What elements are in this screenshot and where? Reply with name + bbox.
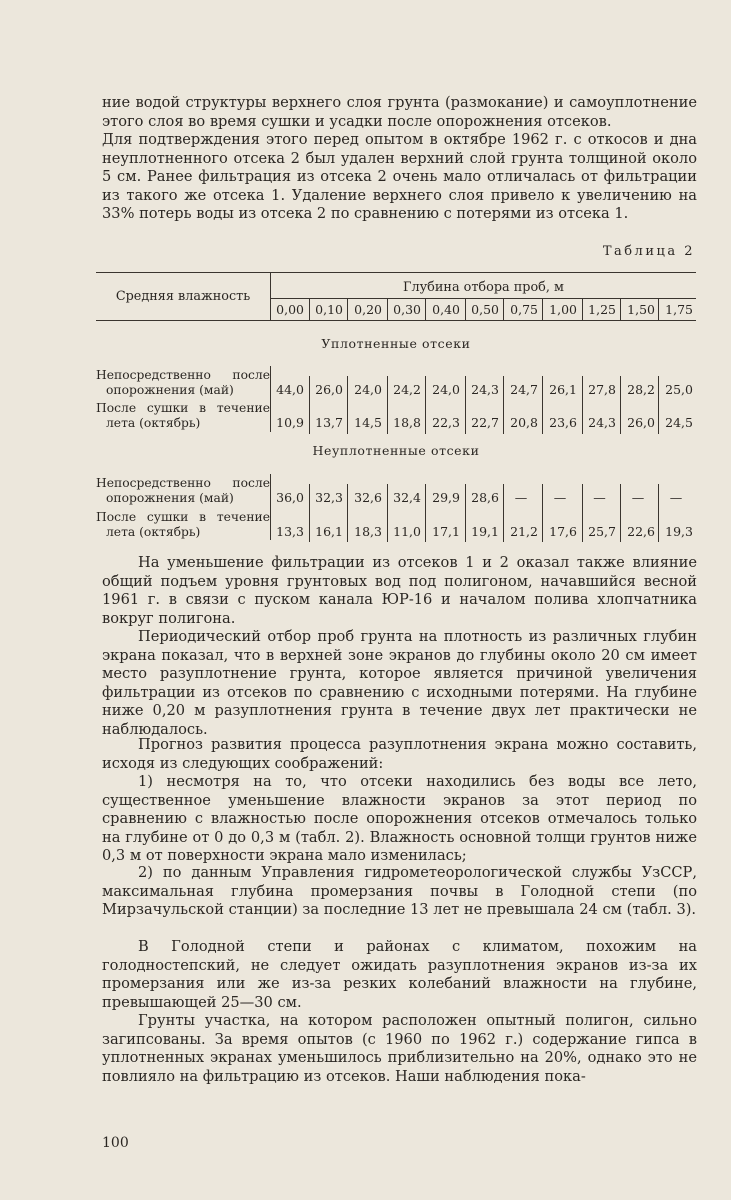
depth-column-divider [347,299,348,320]
table-top-rule [96,272,696,273]
value-cell: — [553,490,567,505]
row-label-line-2: лета (октябрь) [106,416,201,430]
depth-column-divider [425,299,426,320]
row-label-line-2: опорожнения (май) [106,383,234,397]
depth-column-divider [387,299,388,320]
table-depth-rule [271,298,696,299]
value-cell: 20,8 [510,415,538,430]
value-cell: 32,4 [393,490,421,505]
value-cell: 10,9 [276,415,304,430]
table-depth-header: Глубина отбора проб, м [403,280,564,295]
depth-column-divider [620,299,621,320]
value-cell: 28,6 [471,490,499,505]
value-cell: 11,0 [393,524,421,539]
value-cell: 26,0 [315,382,343,397]
value-cell: 24,2 [393,382,421,397]
depth-cell: 0,20 [354,302,382,317]
value-cell: 25,0 [665,382,693,397]
paragraph-sampling: Периодический отбор проб грунта на плотность из различных глубин экрана показал, что в верхней зоне экранов до глубины около 20 см имеет место разуплотнение грунта, которое является причиной увеличения фильтрации из отсеков по сравнению с исходными потерями. На глубине ниже 0,20 м разуплотнения грунта в течение двух лет практически не наблюдалось. [102,628,697,738]
value-cell: — [631,490,645,505]
value-cell: 19,1 [471,524,499,539]
row-label-line-1: Непосредственно после [96,476,270,490]
depth-column-divider [465,299,466,320]
paragraph-gypsum: Грунты участка, на котором расположен опытный полигон, сильно загипсованы. За время опытов (с 1960 по 1962 г.) содержание гипса в уплотненных экранах уменьшилось приблизительно на 20%, однако это не повлияло на фильтрацию из отсеков. Наши наблюдения пока- [102,1012,697,1085]
value-cell: 22,3 [432,415,460,430]
depth-cell: 1,25 [588,302,616,317]
value-cell: 27,8 [588,382,616,397]
row-label-line-2: опорожнения (май) [106,491,234,505]
depth-column-divider [503,299,504,320]
row-label-line-2: лета (октябрь) [106,525,201,539]
paragraph-groundwater: На уменьшение фильтрации из отсеков 1 и 2 оказал также влияние общий подъем уровня грунтовых вод под полигоном, начавшийся весной 1961 г. в связи с пуском канала ЮР-16 и началом полива хлопчатника вокруг полигона. [102,554,697,627]
depth-cell: 1,50 [627,302,655,317]
value-cell: 18,3 [354,524,382,539]
depth-column-divider [309,299,310,320]
paragraph-forecast: Прогноз развития процесса разуплотнения экрана можно составить, исходя из следующих соображений: [102,736,697,772]
value-cell: 21,2 [510,524,538,539]
depth-cell: 1,00 [549,302,577,317]
value-cell: 24,0 [432,382,460,397]
paragraph-point-2: 2) по данным Управления гидрометеорологической службы УзССР, максимальная глубина промерзания почвы в Голодной степи (по Мирзачульской станции) за последние 13 лет не превышала 24 см (табл. 3). [102,864,697,919]
value-cell: 36,0 [276,490,304,505]
value-cell: 22,7 [471,415,499,430]
row-label-line-1: После сушки в течение [96,401,270,415]
row-label [96,368,270,398]
row-label [96,401,270,431]
table-header-bottom-rule [96,320,696,321]
value-cell: 26,1 [549,382,577,397]
value-cell: 29,9 [432,490,460,505]
value-cell: 32,3 [315,490,343,505]
depth-column-divider [542,299,543,320]
page-number: 100 [102,1135,129,1151]
paragraph-point-1: 1) несмотря на то, что отсеки находились без воды все лето, существенное уменьшение влажности экранов за этот период по сравнению с влажностью после опорожнения отсеков отмечалось только на глубине от 0 до 0,3 м (табл. 2). Влажность основной толщи грунтов ниже 0,3 м от поверхности экрана мало изменилась; [102,773,697,865]
value-cell: 17,6 [549,524,577,539]
depth-cell: 0,10 [315,302,343,317]
value-cell: 32,6 [354,490,382,505]
depth-cell: 0,75 [510,302,538,317]
value-cell: — [593,490,606,505]
depth-cell: 0,50 [471,302,499,317]
section-title-compacted: Уплотненные отсеки [321,336,471,351]
paragraph-experiment: Для подтверждения этого перед опытом в октябре 1962 г. с откосов и дна неуплотненного отсека 2 был удален верхний слой грунта толщиной около 5 см. Ранее фильтрация из отсека 2 очень мало отличалась от фильтрации из такого же отсека 1. Удаление верхнего слоя привело к увеличению на 33% потерь воды из отсека 2 по сравнению с потерями из отсека 1. [102,131,697,223]
depth-cell: 0,40 [432,302,460,317]
value-cell: 24,3 [471,382,499,397]
value-cell: 24,7 [510,382,538,397]
value-cell: 26,0 [627,415,655,430]
value-cell: 17,1 [432,524,460,539]
row-label [96,476,270,506]
depth-column-divider [658,299,659,320]
depth-cell: 1,75 [665,302,693,317]
value-cell: 13,3 [276,524,304,539]
value-cell: 23,6 [549,415,577,430]
value-cell: 28,2 [627,382,655,397]
value-cell: — [669,490,683,505]
value-cell: 18,8 [393,415,421,430]
depth-column-divider [582,299,583,320]
value-cell: 16,1 [315,524,343,539]
table-row-header: Средняя влажность [115,289,251,304]
paragraph-continuation: ние водой структуры верхнего слоя грунта (размокание) и самоуплотнение этого слоя во время сушки и усадки после опорожнения отсеков. [102,94,697,130]
value-cell: 25,7 [588,524,616,539]
value-cell: 19,3 [665,524,693,539]
depth-cell: 0,30 [393,302,421,317]
row-label [96,510,270,540]
row-label-line-1: После сушки в течение [96,510,270,524]
paragraph-climate: В Голодной степи и районах с климатом, похожим на голодностепский, не следует ожидать разуплотнения экранов из-за их промерзания или же из-за резких колебаний влажности на глубине, превышающей 25—30 см. [102,938,697,1011]
table-title: Таблица 2 [602,244,695,259]
value-cell: 24,3 [588,415,616,430]
value-cell: 24,0 [354,382,382,397]
value-cell: — [514,490,528,505]
value-cell: 13,7 [315,415,343,430]
row-label-line-1: Непосредственно после [96,368,270,382]
value-cell: 22,6 [627,524,655,539]
value-cell: 44,0 [276,382,304,397]
section-title-uncompacted: Неуплотненные отсеки [312,443,480,458]
value-cell: 14,5 [354,415,382,430]
value-cell: 24,5 [665,415,693,430]
depth-cell: 0,00 [276,302,304,317]
